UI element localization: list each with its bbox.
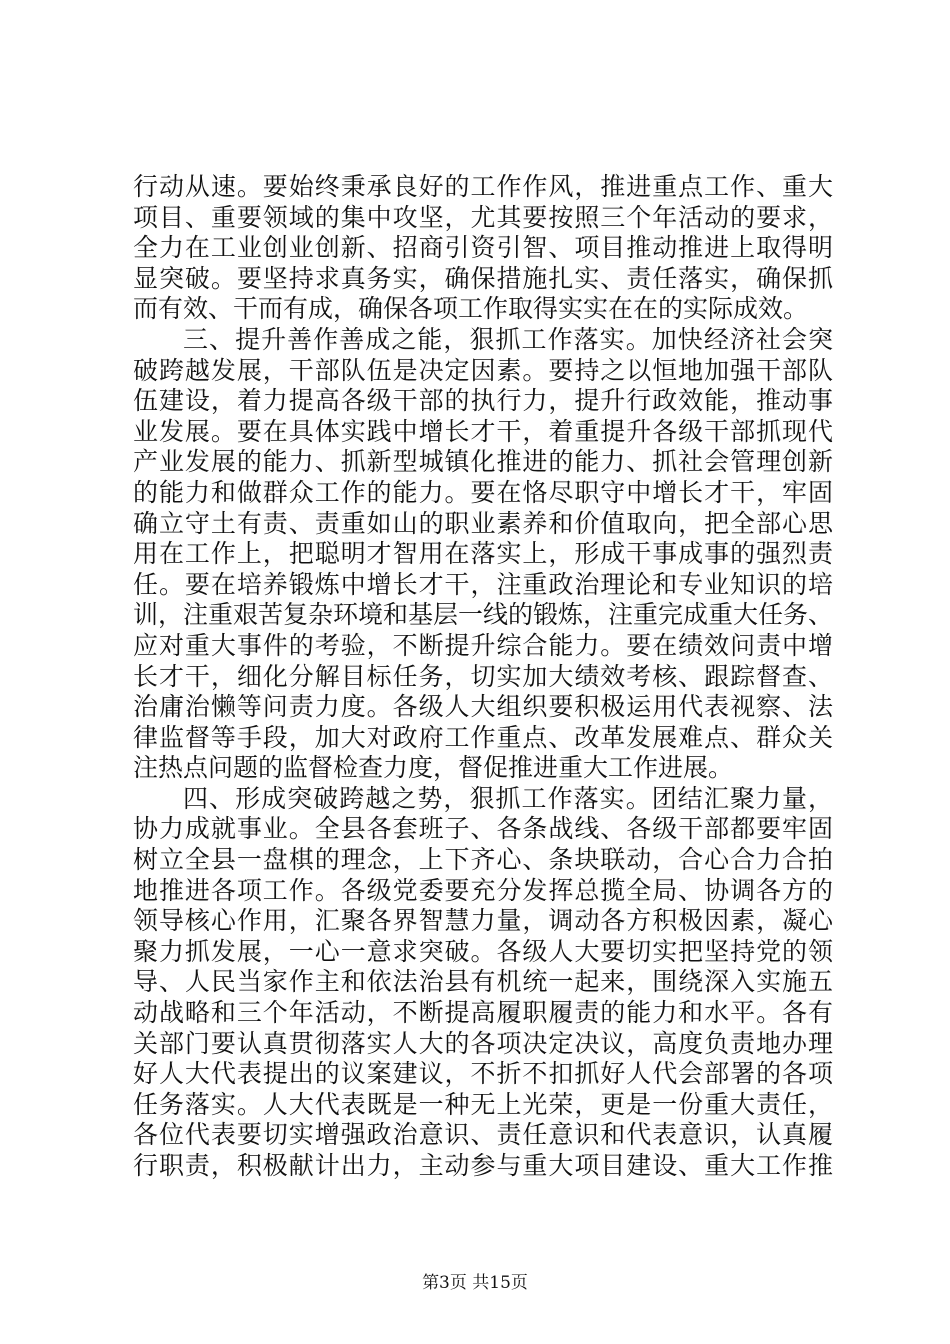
text-line: 训，注重艰苦复杂环境和基层一线的锻炼，注重完成重大任务、	[133, 600, 834, 630]
text-line: 伍建设，着力提高各级干部的执行力，提升行政效能，推动事	[133, 386, 833, 416]
text-line: 破跨越发展，干部队伍是决定因素。要持之以恒地加强干部队	[133, 355, 833, 385]
text-line: 关部门要认真贯彻落实人大的各项决定决议，高度负责地办理	[133, 1028, 833, 1058]
text-line: 项目、重要领域的集中攻坚，尤其要按照三个年活动的要求，	[133, 202, 833, 232]
text-line: 显突破。要坚持求真务实，确保措施扎实、责任落实，确保抓	[133, 263, 833, 293]
text-line: 三、提升善作善成之能，狠抓工作落实。加快经济社会突	[183, 324, 833, 354]
text-line: 协力成就事业。全县各套班子、各条战线、各级干部都要牢固	[133, 814, 833, 844]
text-line: 而有效、干而有成，确保各项工作取得实实在在的实际成效。	[133, 294, 809, 324]
text-line: 动战略和三个年活动，不断提高履职履责的能力和水平。各有	[133, 998, 833, 1028]
text-line: 的能力和做群众工作的能力。要在恪尽职守中增长才干，牢固	[133, 477, 833, 507]
text-line: 应对重大事件的考验，不断提升综合能力。要在绩效问责中增	[133, 630, 833, 660]
text-line: 好人大代表提出的议案建议，不折不扣抓好人代会部署的各项	[133, 1059, 833, 1089]
text-line: 地推进各项工作。各级党委要充分发挥总揽全局、协调各方的	[133, 875, 833, 905]
text-line: 确立守土有责、责重如山的职业素养和价值取向，把全部心思	[133, 508, 833, 538]
text-line: 树立全县一盘棋的理念，上下齐心、条块联动，合心合力合拍	[133, 845, 833, 875]
page-number: 第3页 共15页	[422, 1273, 528, 1293]
text-line: 注热点问题的监督检查力度，督促推进重大工作进展。	[133, 753, 734, 783]
text-line: 业发展。要在具体实践中增长才干，着重提升各级干部抓现代	[133, 416, 833, 446]
text-line: 长才干，细化分解目标任务，切实加大绩效考核、跟踪督查、	[133, 661, 833, 691]
text-line: 各位代表要切实增强政治意识、责任意识和代表意识，认真履	[133, 1120, 833, 1150]
text-line: 全力在工业创业创新、招商引资引智、项目推动推进上取得明	[133, 233, 833, 263]
text-line: 用在工作上，把聪明才智用在落实上，形成干事成事的强烈责	[133, 539, 833, 569]
text-line: 律监督等手段，加大对政府工作重点、改革发展难点、群众关	[133, 722, 833, 752]
document-body	[133, 172, 833, 1182]
text-line: 四、形成突破跨越之势，狠抓工作落实。团结汇聚力量，	[183, 783, 833, 813]
text-line: 行动从速。要始终秉承良好的工作作风，推进重点工作、重大	[133, 172, 833, 201]
text-line: 任。要在培养锻炼中增长才干，注重政治理论和专业知识的培	[133, 569, 833, 599]
text-line: 聚力抓发展，一心一意求突破。各级人大要切实把坚持党的领	[133, 936, 833, 966]
text-line: 任务落实。人大代表既是一种无上光荣，更是一份重大责任，	[133, 1089, 833, 1119]
text-line: 产业发展的能力、抓新型城镇化推进的能力、抓社会管理创新	[133, 447, 833, 477]
text-line: 领导核心作用，汇聚各界智慧力量，调动各方积极因素，凝心	[133, 906, 833, 936]
text-line: 治庸治懒等问责力度。各级人大组织要积极运用代表视察、法	[133, 692, 833, 722]
text-line: 导、人民当家作主和依法治县有机统一起来，围绕深入实施五	[133, 967, 833, 997]
text-line: 行职责，积极献计出力，主动参与重大项目建设、重大工作推	[133, 1151, 833, 1180]
